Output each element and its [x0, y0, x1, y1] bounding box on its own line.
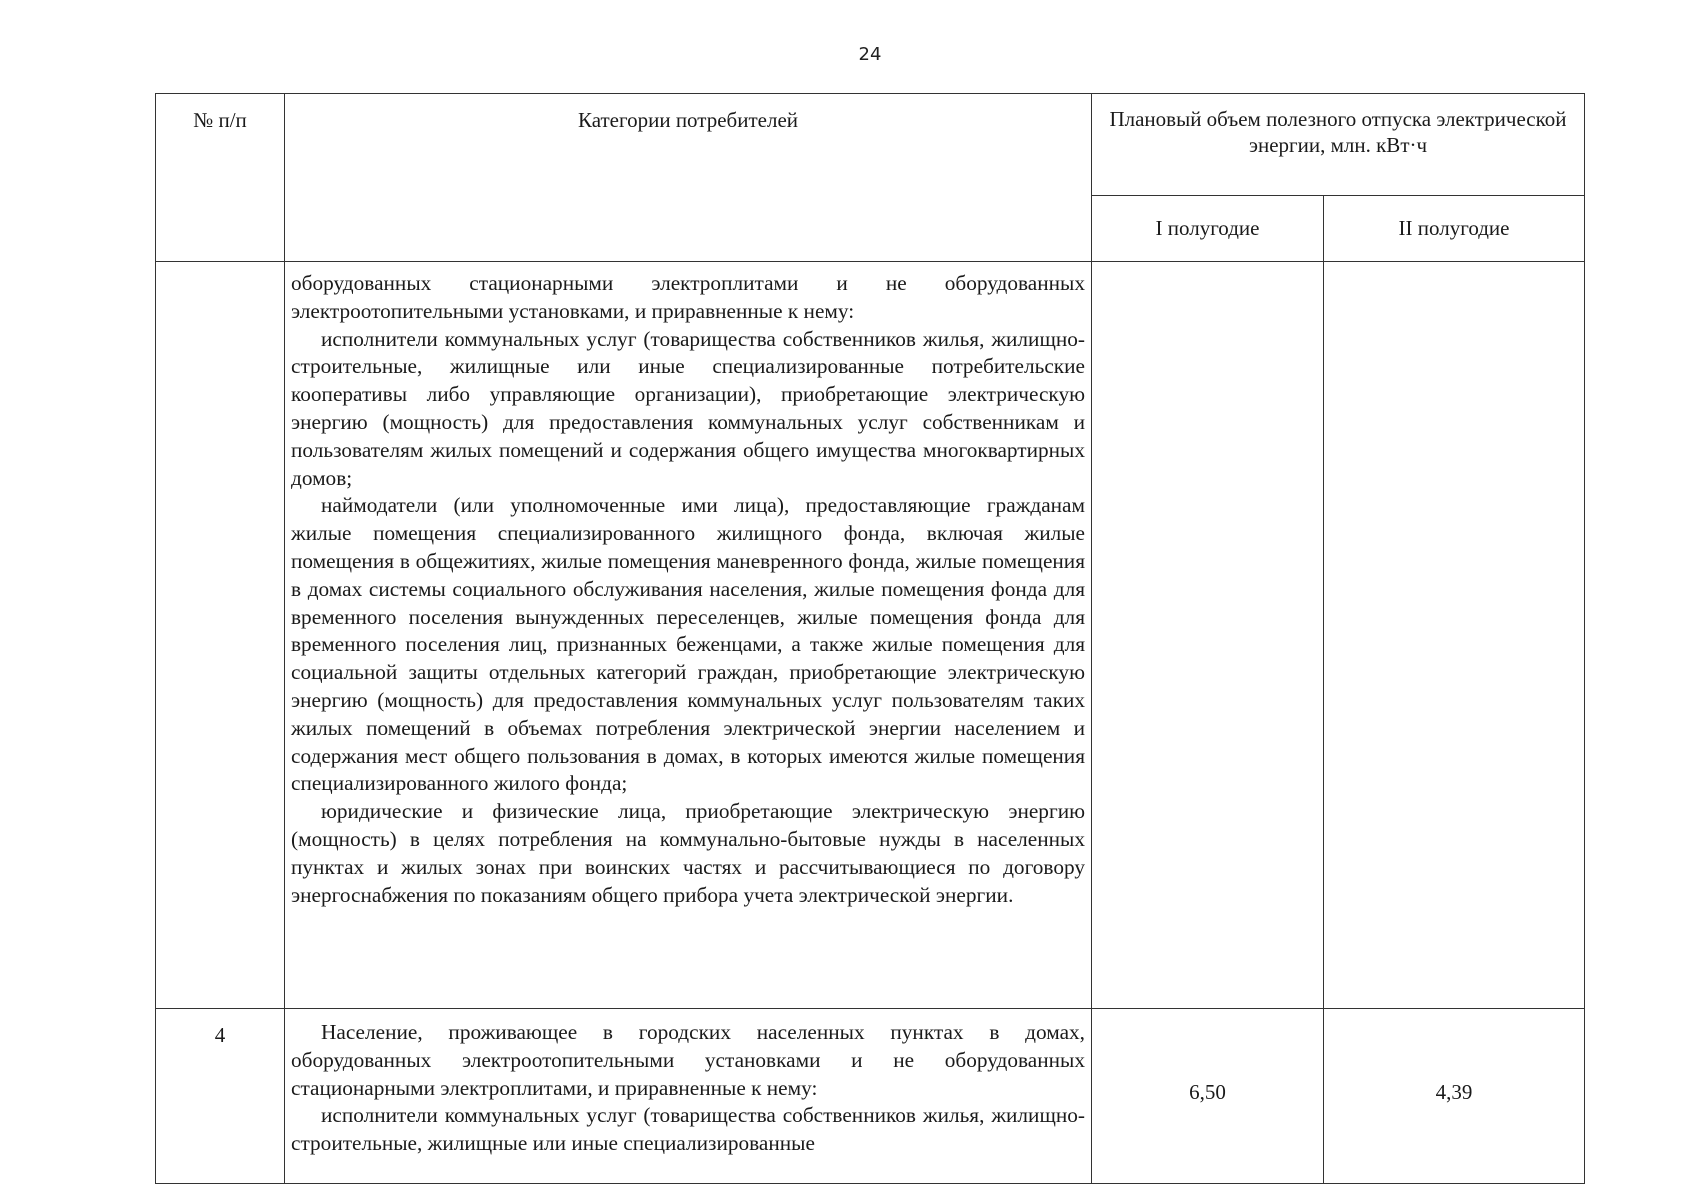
row-continued-paragraph: исполнители коммунальных услуг (товарищества собственников жилья, жилищно-строительные, жилищные или иные специализированные потребительские кооперативы либо управляющие организации), приобретающие электрическую энергию (мощность) для предоставления коммунальных услуг собственникам и пользователям жилых помещений и содержания общего имущества многоквартирных домов; [291, 326, 1085, 490]
row-continued-paragraph: наймодатели (или уполномоченные ими лица), предоставляющие гражданам жилые помещения специализированного жилищного фонда, включая жилые помещения в общежитиях, жилые помещения маневренного фонда, жилые помещения в домах системы социального обслуживания населения, жилые помещения фонда для временного поселения вынужденных переселенцев, жилые помещения фонда для временного поселения лиц, признанных беженцами, а также жилые помещения для социальной защиты отдельных категорий граждан, приобретающие электрическую энергию (мощность) для предоставления коммунальных услуг пользователям таких жилых помещений в объемах потребления электрической энергии населением и содержания мест общего пользования в домах, в которых имеются жилые помещения специализированного жилого фонда; [291, 493, 1085, 796]
table-row-continued [156, 262, 1585, 1009]
header-volume: Плановый объем полезного отпуска электрической энергии, млн. кВт·ч [1092, 94, 1585, 196]
row-continued-paragraph: оборудованных стационарными электроплитами и не оборудованных электроотопительными установками, и приравненные к нему: [291, 271, 1085, 323]
header-half2: II полугодие [1324, 195, 1585, 261]
row-4-half1: 6,50 [1092, 1009, 1324, 1184]
row-4-paragraph: исполнители коммунальных услуг (товарищества собственников жилья, жилищно-строительные, жилищные или иные специализированные [291, 1103, 1085, 1156]
header-half1: I полугодие [1092, 195, 1324, 261]
row-continued-half1 [1092, 262, 1324, 1009]
header-category: Категории потребителей [285, 94, 1092, 262]
row-4-half2: 4,39 [1324, 1009, 1585, 1184]
row-continued-num [156, 262, 285, 1009]
header-num: № п/п [156, 94, 285, 262]
row-4-paragraph: Население, проживающее в городских населенных пунктах в домах, оборудованных электроотопительными установками и не оборудованных стационарными электроплитами, и приравненные к нему: [291, 1020, 1085, 1100]
table-row-4 [156, 1009, 1585, 1184]
consumption-table [155, 93, 1585, 1184]
page-number: 24 [858, 44, 882, 65]
row-4-num: 4 [156, 1009, 285, 1184]
row-continued-paragraph: юридические и физические лица, приобретающие электрическую энергию (мощность) в целях потребления на коммунально-бытовые нужды в населенных пунктах и жилых зонах при воинских частях и рассчитывающиеся по договору энергоснабжения по показаниям общего прибора учета электрической энергии. [291, 799, 1085, 907]
row-continued-half2 [1324, 262, 1585, 1009]
row-4-category [285, 1009, 1092, 1184]
row-continued-category [285, 262, 1092, 1009]
